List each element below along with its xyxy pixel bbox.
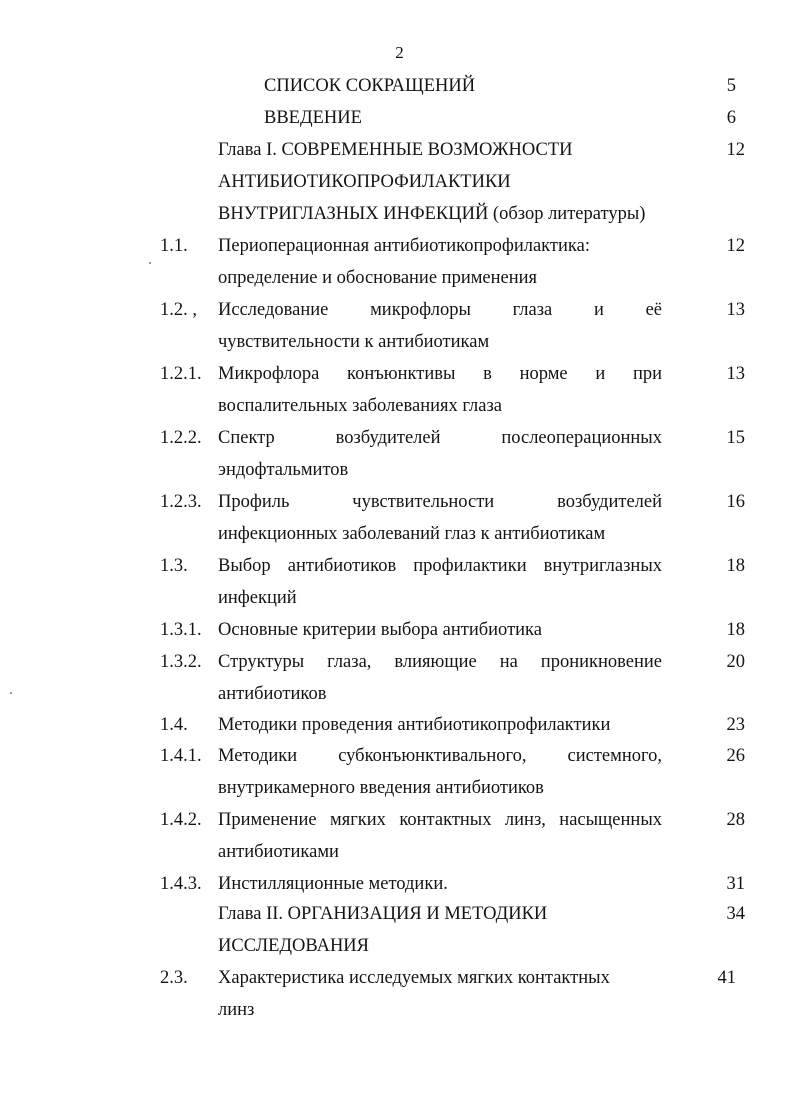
- toc-entry-title-line: Структуры глаза, влияющие на проникновение: [218, 652, 662, 672]
- toc-entry-number: 1.3.: [160, 556, 188, 576]
- toc-entry-page: 26: [726, 746, 745, 766]
- toc-entry-page: 41: [717, 968, 736, 988]
- toc-entry-page: 31: [726, 874, 745, 894]
- toc-entry-title-line: ИССЛЕДОВАНИЯ: [218, 936, 369, 956]
- toc-entry-number: 1.1.: [160, 236, 188, 256]
- toc-entry-number: 1.3.2.: [160, 652, 202, 672]
- toc-entry-title-line: Глава II. ОРГАНИЗАЦИЯ И МЕТОДИКИ: [218, 904, 548, 924]
- toc-entry-title-line: эндофтальмитов: [218, 460, 349, 480]
- toc-entry-page: 12: [726, 140, 745, 160]
- toc-entry-title-line: определение и обоснование применения: [218, 268, 538, 288]
- toc-entry-page: 20: [726, 652, 745, 672]
- toc-entry-title-line: инфекций: [218, 588, 297, 608]
- toc-entry-page: 13: [726, 364, 745, 384]
- toc-entry-title-line: ВНУТРИГЛАЗНЫХ ИНФЕКЦИЙ (обзор литературы): [218, 204, 646, 224]
- toc-entry-number: 1.2.1.: [160, 364, 202, 384]
- toc-entry-page: 28: [726, 810, 745, 830]
- toc-entry-title-line: Методики субконъюнктивального, системного,: [218, 746, 662, 766]
- toc-entry-title-line: антибиотиками: [218, 842, 339, 862]
- toc-entry-title-line: СПИСОК СОКРАЩЕНИЙ: [264, 76, 476, 96]
- toc-entry-title-line: АНТИБИОТИКОПРОФИЛАКТИКИ: [218, 172, 511, 192]
- toc-entry-title-line: внутрикамерного введения антибиотиков: [218, 778, 544, 798]
- toc-entry-number: 1.3.1.: [160, 620, 202, 640]
- toc-entry-number: 1.4.1.: [160, 746, 202, 766]
- toc-entry-title-line: Микрофлора конъюнктивы в норме и при: [218, 364, 662, 384]
- toc-entry-page: 23: [726, 715, 745, 735]
- scan-speck: [10, 692, 12, 694]
- toc-entry-title-line: Профиль чувствительности возбудителей: [218, 492, 662, 512]
- toc-entry-number: 1.4.2.: [160, 810, 202, 830]
- toc-entry-page: 12: [726, 236, 745, 256]
- toc-entry-title-line: инфекционных заболеваний глаз к антибиотикам: [218, 524, 606, 544]
- toc-entry-title-line: чувствительности к антибиотикам: [218, 332, 490, 352]
- toc-entry-page: 6: [726, 108, 736, 128]
- toc-entry-title-line: Исследование микрофлоры глаза и её: [218, 300, 662, 320]
- toc-entry-page: 18: [726, 556, 745, 576]
- toc-entry-title-line: антибиотиков: [218, 684, 327, 704]
- toc-entry-title-line: ВВЕДЕНИЕ: [264, 108, 362, 128]
- toc-entry-page: 15: [726, 428, 745, 448]
- toc-entry-title-line: воспалительных заболеваниях глаза: [218, 396, 502, 416]
- toc-entry-title-line: Характеристика исследуемых мягких контактных: [218, 968, 610, 988]
- toc-entry-title-line: Периоперационная антибиотикопрофилактика:: [218, 236, 590, 256]
- toc-entry-title-line: линз: [218, 1000, 255, 1020]
- toc-entry-page: 16: [726, 492, 745, 512]
- toc-entry-title-line: Основные критерии выбора антибиотика: [218, 620, 542, 640]
- toc-entry-number: 1.2.2.: [160, 428, 202, 448]
- toc-entry-title-line: Методики проведения антибиотикопрофилактики: [218, 715, 611, 735]
- toc-entry-title-line: Инстилляционные методики.: [218, 874, 448, 894]
- toc-entry-title-line: Спектр возбудителей послеоперационных: [218, 428, 662, 448]
- page-number: 2: [395, 43, 404, 62]
- toc-entry-page: 34: [726, 904, 745, 924]
- scan-speck: [149, 262, 151, 264]
- toc-entry-page: 18: [726, 620, 745, 640]
- toc-entry-number: 1.4.: [160, 715, 188, 735]
- toc-entry-number: 1.2.3.: [160, 492, 202, 512]
- toc-entry-number: 2.3.: [160, 968, 188, 988]
- toc-entry-title-line: Глава I. СОВРЕМЕННЫЕ ВОЗМОЖНОСТИ: [218, 140, 573, 160]
- toc-entry-page: 5: [726, 76, 736, 96]
- toc-entry-title-line: Выбор антибиотиков профилактики внутриглазных: [218, 556, 662, 576]
- toc-entry-number: 1.2. ,: [160, 300, 197, 320]
- toc-entry-number: 1.4.3.: [160, 874, 202, 894]
- toc-entry-title-line: Применение мягких контактных линз, насыщенных: [218, 810, 662, 830]
- toc-entry-page: 13: [726, 300, 745, 320]
